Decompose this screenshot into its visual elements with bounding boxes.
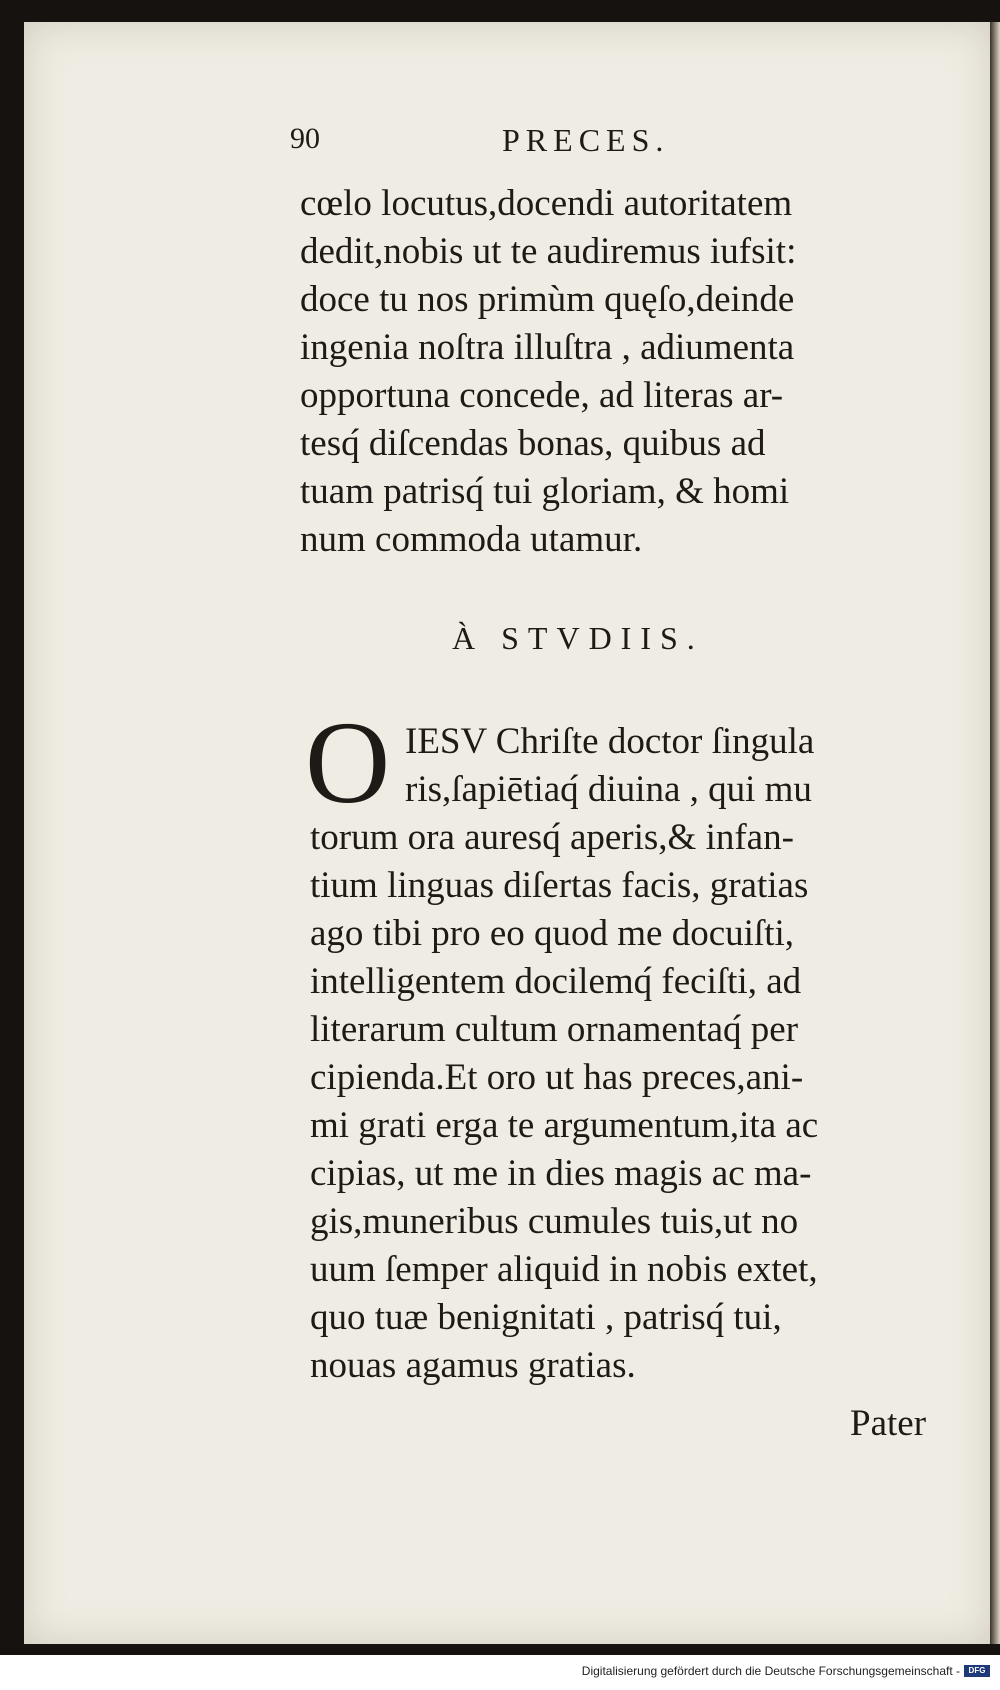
- text-line: doce tu nos primùm quęſo,deinde: [300, 279, 795, 320]
- text-line: literarum cultum ornamentaq́ per: [310, 1009, 799, 1050]
- text-line: ris,ſapiētiaq́ diuina , qui mu: [405, 769, 812, 810]
- text-line: num commoda utamur.: [300, 519, 643, 560]
- text-line: quo tuæ benignitati , patrisq́ tui,: [310, 1297, 782, 1338]
- drop-cap: O: [305, 697, 391, 828]
- text-line: cipienda.Et oro ut has preces,ani-: [310, 1057, 804, 1098]
- running-head: PRECES.: [502, 122, 670, 158]
- text-line: ingenia noſtra illuſtra , adiumenta: [300, 327, 795, 368]
- text-line: cipias, ut me in dies magis ac ma-: [310, 1153, 812, 1194]
- section-heading: À STVDIIS.: [452, 620, 704, 656]
- text-line: torum ora auresq́ aperis,& infan-: [310, 817, 794, 858]
- text-line: nouas agamus gratias.: [310, 1345, 636, 1386]
- credit-text: Digitalisierung gefördert durch die Deutsche Forschungsgemeinschaft -: [581, 1664, 960, 1678]
- page-number: 90: [290, 122, 320, 155]
- text-line: uum ſemper aliquid in nobis extet,: [310, 1249, 818, 1290]
- text-line: dedit,nobis ut te audiremus iufsit:: [300, 231, 797, 272]
- catchword: Pater: [850, 1403, 927, 1444]
- text-line: intelligentem docilemq́ feciſti, ad: [310, 961, 802, 1002]
- text-line: cœlo locutus,docendi autoritatem: [300, 183, 793, 224]
- digitization-credit: [582, 1664, 990, 1678]
- text-line: tesq́ diſcendas bonas, quibus ad: [300, 423, 766, 464]
- text-line: IESV Chriſte doctor ſingula: [405, 721, 815, 762]
- text-line: tuam patrisq́ tui gloriam, & homi: [300, 471, 790, 512]
- page-edge: [990, 22, 1000, 1644]
- text-line: ago tibi pro eo quod me docuiſti,: [310, 913, 794, 954]
- text-line: mi grati erga te argumentum,ita ac: [310, 1105, 819, 1146]
- text-block-prayer-after-study: [310, 718, 950, 1390]
- text-line: opportuna concede, ad literas ar-: [300, 375, 784, 416]
- text-line: gis,muneribus cumules tuis,ut no: [310, 1201, 799, 1242]
- text-block-prayer-end: [300, 180, 940, 564]
- dfg-logo: DFG: [964, 1665, 990, 1677]
- page-header: [290, 122, 930, 162]
- text-line: tium linguas diſertas facis, gratias: [310, 865, 809, 906]
